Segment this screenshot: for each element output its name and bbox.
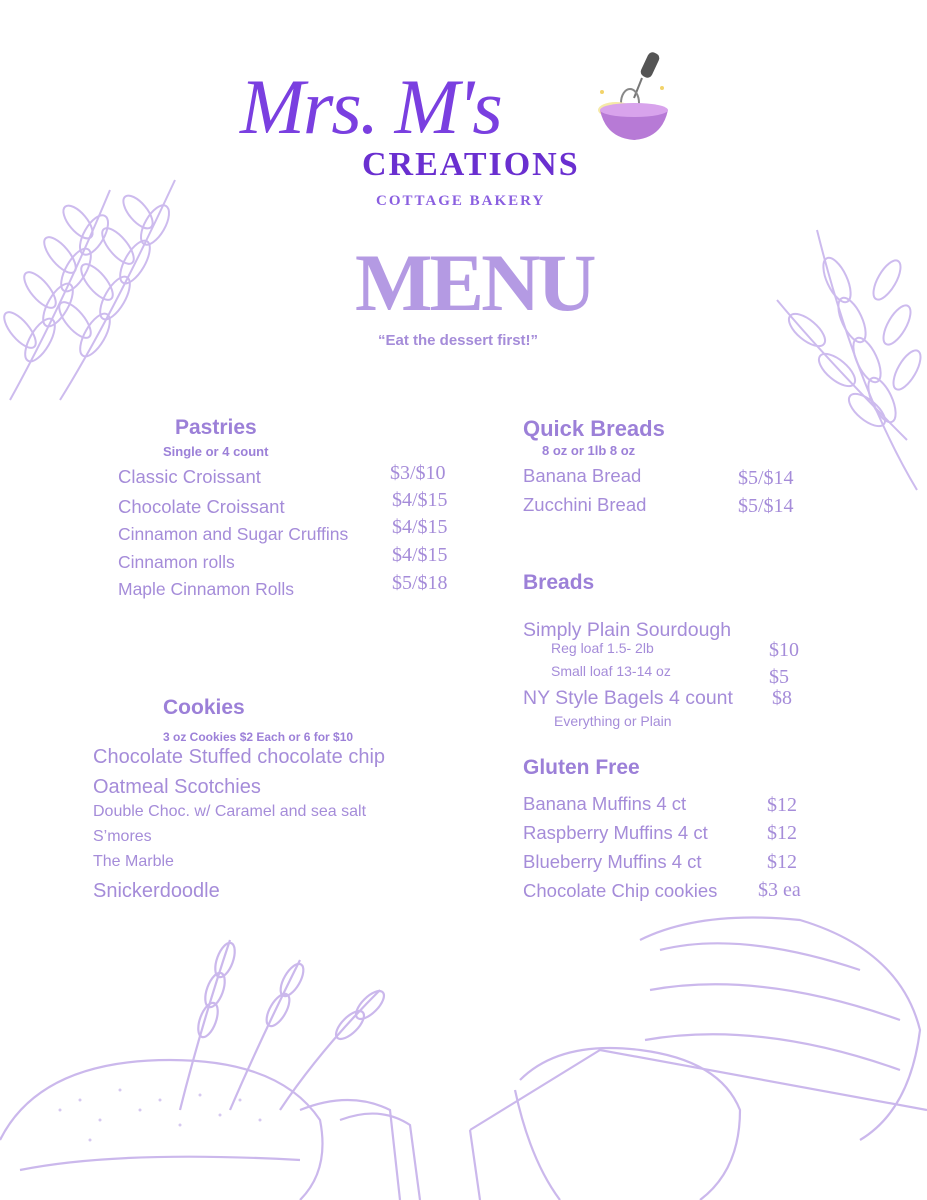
- wheat-right-illustration: [767, 220, 927, 500]
- mixing-bowl-icon: [592, 48, 672, 143]
- menu-title: MENU: [355, 237, 594, 328]
- gluten-free-item-price: $12: [767, 794, 797, 816]
- quick-breads-subheading: 8 oz or 1lb 8 oz: [542, 443, 636, 458]
- sourdough-name: Simply Plain Sourdough: [523, 619, 732, 641]
- bread-illustration: [0, 910, 927, 1200]
- pastry-item-price: $4/$15: [392, 544, 448, 566]
- cookie-item: Chocolate Stuffed chocolate chip: [93, 746, 386, 768]
- pastry-item-name: Cinnamon rolls: [118, 552, 235, 572]
- gluten-free-heading: Gluten Free: [523, 756, 640, 779]
- pastry-item-price: $4/$15: [392, 516, 448, 538]
- cookies-subheading: 3 oz Cookies $2 Each or 6 for $10: [163, 730, 354, 744]
- logo-creations: CREATIONS: [362, 146, 580, 183]
- pastry-item-price: $3/$10: [390, 462, 446, 484]
- pastry-item-name: Classic Croissant: [118, 466, 261, 487]
- cookie-item: Snickerdoodle: [93, 880, 220, 902]
- gluten-free-item-price: $12: [767, 851, 797, 873]
- quick-bread-item-name: Zucchini Bread: [523, 494, 647, 515]
- sourdough-small-price: $5: [769, 666, 789, 688]
- cookie-item: The Marble: [93, 853, 174, 870]
- pastry-item-name: Maple Cinnamon Rolls: [118, 579, 295, 599]
- pastry-item-name: Chocolate Croissant: [118, 496, 285, 517]
- quick-bread-item-price: $5/$14: [738, 495, 794, 517]
- cookie-item: S’mores: [93, 828, 152, 845]
- gluten-free-item-price: $12: [767, 822, 797, 844]
- logo-tagline: COTTAGE BAKERY: [376, 193, 546, 209]
- menu-quote: “Eat the dessert first!”: [378, 332, 539, 349]
- quick-bread-item-price: $5/$14: [738, 467, 794, 489]
- sourdough-small-label: Small loaf 13-14 oz: [551, 663, 671, 679]
- gluten-free-item-name: Banana Muffins 4 ct: [523, 793, 687, 814]
- wheat-left-illustration: [0, 170, 200, 430]
- gluten-free-item-name: Chocolate Chip cookies: [523, 880, 718, 901]
- quick-bread-item-name: Banana Bread: [523, 465, 642, 486]
- pastry-item-price: $4/$15: [392, 489, 448, 511]
- logo-script-name: Mrs. M's: [240, 63, 501, 150]
- pastry-item-price: $5/$18: [392, 572, 448, 594]
- quick-breads-heading: Quick Breads: [523, 416, 665, 441]
- breads-heading: Breads: [523, 571, 595, 594]
- cookie-item: Oatmeal Scotchies: [93, 776, 261, 798]
- pastries-subheading: Single or 4 count: [163, 444, 269, 459]
- gluten-free-item-name: Raspberry Muffins 4 ct: [523, 822, 708, 843]
- pastries-heading: Pastries: [175, 416, 257, 439]
- bagels-name: NY Style Bagels 4 count: [523, 687, 733, 709]
- cookie-item: Double Choc. w/ Caramel and sea salt: [93, 803, 367, 820]
- sourdough-reg-price: $10: [769, 639, 799, 661]
- cookies-heading: Cookies: [163, 696, 245, 719]
- bagels-note: Everything or Plain: [554, 713, 672, 729]
- bagels-price: $8: [772, 687, 792, 709]
- gluten-free-item-name: Blueberry Muffins 4 ct: [523, 851, 702, 872]
- pastry-item-name: Cinnamon and Sugar Cruffins: [118, 524, 349, 544]
- sourdough-reg-label: Reg loaf 1.5- 2lb: [551, 640, 654, 656]
- gluten-free-item-price: $3 ea: [758, 879, 801, 901]
